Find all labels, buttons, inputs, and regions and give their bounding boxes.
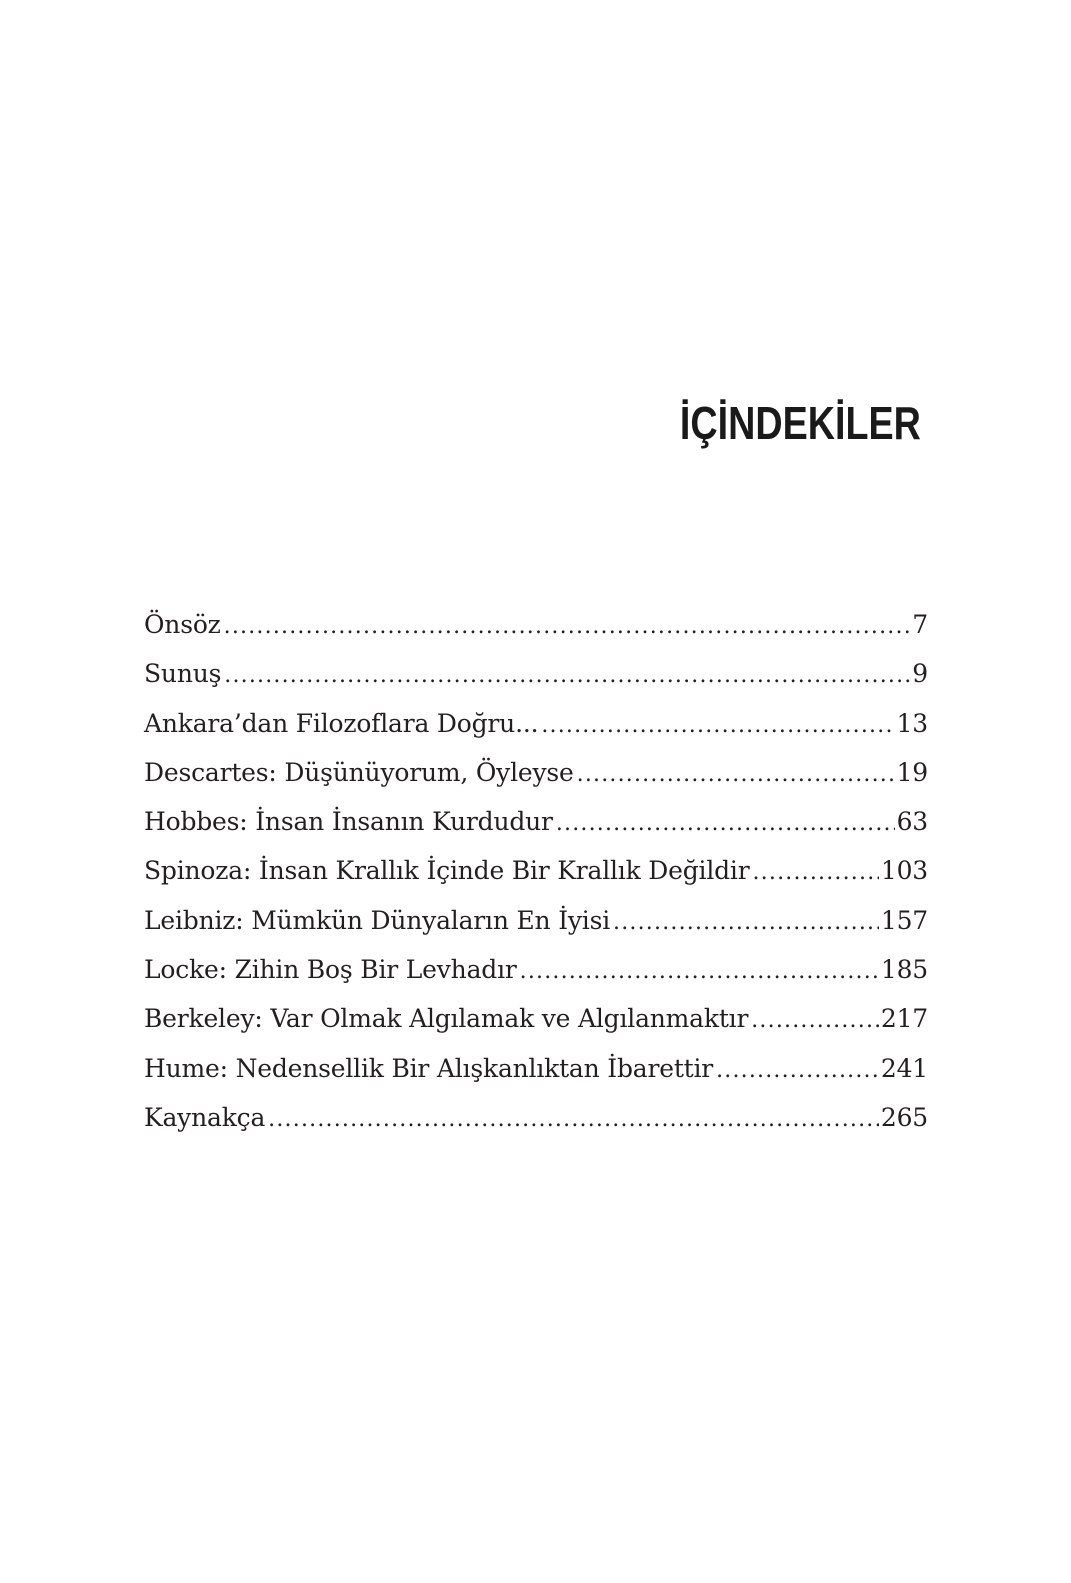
toc-entry-label: Ankara’dan Filozoflara Doğru... bbox=[144, 708, 539, 738]
toc-entry[interactable] bbox=[144, 1053, 928, 1105]
toc-entry[interactable] bbox=[144, 1006, 928, 1055]
toc-entry-page: 265 bbox=[880, 1102, 928, 1132]
toc-entry[interactable] bbox=[144, 957, 928, 1006]
toc-entry-label: Leibniz: Mümkün Dünyaların En İyisi bbox=[144, 905, 611, 935]
toc-entry[interactable] bbox=[144, 809, 928, 858]
toc-entry[interactable] bbox=[144, 661, 928, 710]
toc-entry-page: 217 bbox=[880, 1004, 928, 1034]
toc-entry-page: 103 bbox=[880, 856, 928, 886]
toc-entry[interactable] bbox=[144, 1102, 928, 1154]
toc-entry-label: Descartes: Düşünüyorum, Öyleyse bbox=[144, 757, 574, 787]
page-title: İÇİNDEKİLER bbox=[679, 397, 921, 449]
toc-dot-leader bbox=[224, 616, 911, 638]
toc-entry-label: Hobbes: İnsan İnsanın Kurdudur bbox=[144, 807, 553, 837]
toc-entry[interactable] bbox=[144, 905, 928, 957]
table-of-contents bbox=[144, 612, 928, 1154]
toc-dot-leader bbox=[752, 862, 878, 884]
toc-entry-page: 9 bbox=[912, 659, 928, 689]
toc-entry-label: Locke: Zihin Boş Bir Levhadır bbox=[144, 955, 517, 985]
toc-dot-leader bbox=[613, 912, 879, 934]
toc-entry-label: Spinoza: İnsan Krallık İçinde Bir Krallık Değildir bbox=[144, 856, 750, 886]
toc-entry-label: Kaynakça bbox=[144, 1102, 266, 1132]
toc-dot-leader bbox=[541, 715, 894, 737]
toc-entry[interactable] bbox=[144, 757, 928, 809]
toc-entry-page: 13 bbox=[896, 708, 928, 738]
toc-entry-page: 7 bbox=[912, 610, 928, 639]
toc-dot-leader bbox=[556, 813, 895, 835]
toc-entry[interactable] bbox=[144, 708, 928, 760]
toc-entry-label: Berkeley: Var Olmak Algılamak ve Algılanmaktır bbox=[144, 1004, 749, 1034]
toc-entry[interactable] bbox=[144, 612, 928, 661]
toc-dot-leader bbox=[751, 1010, 879, 1032]
toc-entry-page: 157 bbox=[880, 905, 928, 935]
toc-entry-label: Hume: Nedensellik Bir Alışkanlıktan İbarettir bbox=[144, 1053, 714, 1083]
toc-dot-leader bbox=[716, 1060, 879, 1082]
toc-dot-leader bbox=[577, 764, 895, 786]
toc-dot-leader bbox=[268, 1109, 879, 1131]
toc-entry-label: Önsöz bbox=[144, 610, 221, 639]
toc-entry-label: Sunuş bbox=[144, 659, 222, 689]
toc-dot-leader bbox=[520, 961, 879, 983]
toc-entry[interactable] bbox=[144, 858, 928, 907]
toc-dot-leader bbox=[224, 665, 910, 687]
toc-entry-page: 63 bbox=[896, 807, 928, 837]
toc-entry-page: 19 bbox=[896, 757, 928, 787]
toc-entry-page: 185 bbox=[880, 955, 928, 985]
toc-entry-page: 241 bbox=[880, 1053, 928, 1083]
